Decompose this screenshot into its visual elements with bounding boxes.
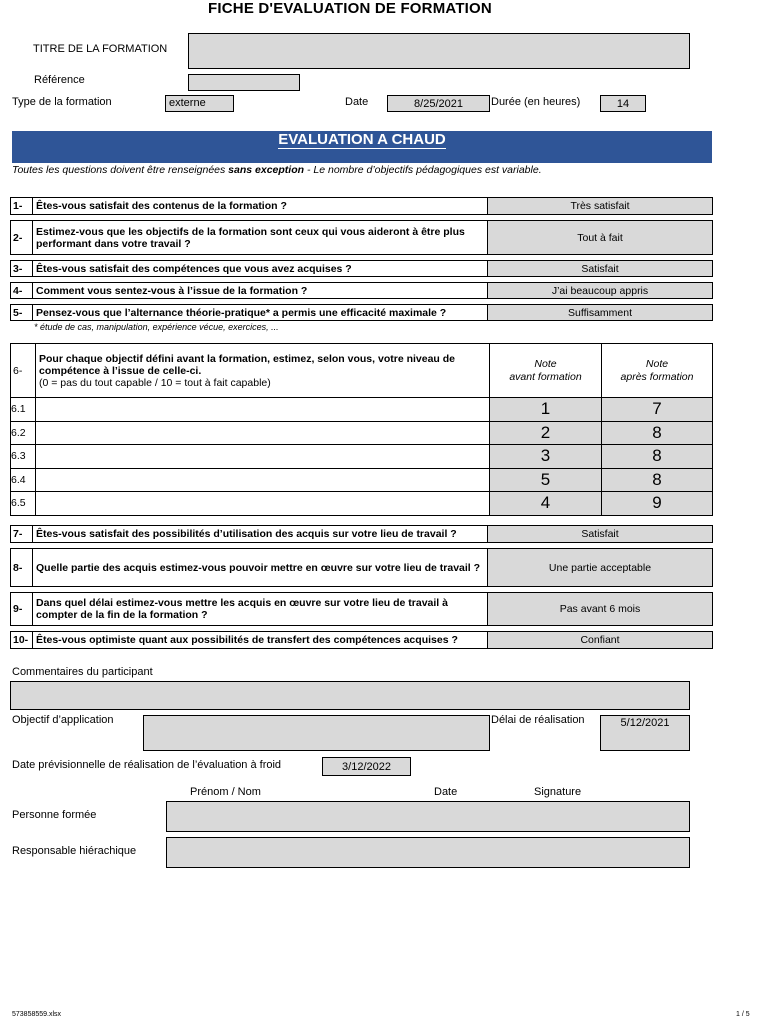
objective-row: [11, 492, 713, 516]
col-name-header: Prénom / Nom: [190, 786, 261, 798]
score-before[interactable]: 2: [490, 421, 602, 445]
titre-field[interactable]: [188, 33, 690, 69]
question-row: [10, 525, 713, 543]
objective-number: 6.1: [11, 398, 36, 422]
type-label: Type de la formation: [12, 96, 112, 108]
answer-select[interactable]: Une partie acceptable: [487, 549, 712, 586]
score-after[interactable]: 9: [602, 492, 713, 516]
answer-select[interactable]: Très satisfait: [487, 198, 712, 214]
col-date-header: Date: [434, 786, 458, 798]
objective-row: [11, 445, 713, 469]
answer-select[interactable]: J’ai beaucoup appris: [487, 283, 712, 298]
question-row: [10, 282, 713, 299]
intro-text: [12, 164, 542, 176]
score-before[interactable]: 4: [490, 492, 602, 516]
question-number: 7-: [11, 526, 33, 542]
col-signature-header: Signature: [534, 786, 582, 798]
intro-part-1: Toutes les questions doivent être renseignées: [12, 164, 229, 176]
answer-select[interactable]: Satisfait: [487, 526, 712, 542]
question-row: [10, 197, 713, 215]
intro-part-3: - Le nombre d’objectifs pédagogiques est variable.: [304, 164, 542, 176]
score-before[interactable]: 3: [490, 445, 602, 469]
objectives-table: [10, 343, 713, 516]
score-after[interactable]: 8: [602, 421, 713, 445]
objectif-label: Objectif d’application: [12, 714, 114, 726]
question-text: Êtes-vous satisfait des contenus de la formation ?: [36, 200, 287, 212]
comments-field[interactable]: [10, 681, 690, 710]
question-text: Estimez-vous que les objectifs de la formation sont ceux qui vous aideront à être plus performant dans votre travail ?: [36, 225, 465, 250]
page-title: FICHE D'EVALUATION DE FORMATION: [208, 0, 492, 17]
question-row: [10, 220, 713, 255]
duree-label: Durée (en heures): [491, 96, 581, 108]
question-number: 3-: [11, 261, 33, 276]
objective-number: 6.5: [11, 492, 36, 516]
question-row: [10, 592, 713, 626]
question-row: [10, 304, 713, 321]
personne-formee-label: Personne formée: [12, 809, 97, 821]
banner-text: EVALUATION A CHAUD: [278, 131, 446, 148]
objective-row: [11, 398, 713, 422]
eval-froid-field[interactable]: 3/12/2022: [322, 757, 411, 776]
answer-select[interactable]: Tout à fait: [487, 221, 712, 254]
objectives-question: [36, 344, 490, 398]
objective-text[interactable]: [36, 398, 490, 422]
objective-number: 6.4: [11, 468, 36, 492]
question-text: Dans quel délai estimez-vous mettre les acquis en œuvre sur votre lieu de travail à compter de la fin de la formation ?: [36, 597, 448, 621]
col-after-title: Note: [645, 357, 669, 370]
objective-text[interactable]: [36, 492, 490, 516]
objectives-text-bold: Pour chaque objectif défini avant la formation, estimez, selon vous, votre niveau de compétence à l’issue de celle-ci.: [39, 352, 456, 377]
question-number: 9-: [11, 593, 33, 625]
question-text: Comment vous sentez-vous à l’issue de la formation ?: [36, 284, 308, 297]
question-number: 8-: [11, 549, 33, 586]
objective-number: 6.3: [11, 445, 36, 469]
col-before-title: Note: [534, 357, 557, 370]
duree-field[interactable]: 14: [600, 95, 646, 112]
titre-label: TITRE DE LA FORMATION: [33, 43, 168, 55]
score-before[interactable]: 5: [490, 468, 602, 492]
objective-row: [11, 421, 713, 445]
col-after-subtitle: après formation: [620, 370, 694, 383]
question-text: Pensez-vous que l’alternance théorie-pratique* a permis une efficacité maximale ?: [36, 306, 447, 319]
responsable-field[interactable]: [166, 837, 690, 868]
question-row: [10, 548, 713, 587]
responsable-label: Responsable hiérachique: [12, 845, 137, 857]
section-banner: [12, 131, 712, 163]
question-number: 1-: [11, 198, 33, 214]
intro-part-2: sans exception: [228, 164, 305, 176]
answer-select[interactable]: Satisfait: [487, 261, 712, 276]
type-field[interactable]: externe: [165, 95, 234, 112]
question-number: 5-: [11, 305, 33, 320]
footer-page: 1 / 5: [736, 1011, 750, 1018]
objectives-text-scale: (0 = pas du tout capable / 10 = tout à fait capable): [39, 376, 271, 389]
question-row: [10, 260, 713, 277]
score-after[interactable]: 8: [602, 468, 713, 492]
reference-field[interactable]: [188, 74, 300, 91]
score-before[interactable]: 1: [490, 398, 602, 422]
score-after[interactable]: 8: [602, 445, 713, 469]
question-number: 10-: [11, 632, 33, 648]
col-before-subtitle: avant formation: [509, 370, 582, 383]
question-text: Quelle partie des acquis estimez-vous pouvoir mettre en œuvre sur votre lieu de travail ?: [36, 561, 481, 574]
answer-select[interactable]: Pas avant 6 mois: [487, 593, 712, 625]
delai-field[interactable]: 5/12/2021: [600, 715, 690, 751]
objective-number: 6.2: [11, 421, 36, 445]
question-row: [10, 631, 713, 649]
col-before-header: [490, 344, 602, 398]
question-number: 4-: [11, 283, 33, 298]
objective-text[interactable]: [36, 421, 490, 445]
question-text: Êtes-vous satisfait des compétences que vous avez acquises ?: [36, 262, 352, 275]
col-after-header: [602, 344, 713, 398]
delai-label: Délai de réalisation: [491, 714, 585, 726]
score-after[interactable]: 7: [602, 398, 713, 422]
question-number: 6-: [11, 344, 36, 398]
objectif-field[interactable]: [143, 715, 490, 751]
answer-select[interactable]: Suffisamment: [487, 305, 712, 320]
date-label: Date: [345, 96, 369, 108]
footer-filename: 573858559.xlsx: [12, 1011, 62, 1018]
objective-text[interactable]: [36, 445, 490, 469]
objective-text[interactable]: [36, 468, 490, 492]
comments-label: Commentaires du participant: [12, 666, 153, 678]
question-text: Êtes-vous satisfait des possibilités d’utilisation des acquis sur votre lieu de travail ?: [36, 528, 457, 540]
objectives-header-row: [11, 344, 713, 398]
question-text: Êtes-vous optimiste quant aux possibilités de transfert des compétences acquises ?: [36, 634, 458, 646]
date-field[interactable]: 8/25/2021: [387, 95, 490, 112]
question-number: 2-: [11, 221, 33, 254]
reference-label: Référence: [34, 74, 85, 86]
personne-formee-field[interactable]: [166, 801, 690, 832]
eval-froid-label: Date prévisionnelle de réalisation de l’évaluation à froid: [12, 759, 282, 771]
footnote: * étude de cas, manipulation, expérience vécue, exercices, ...: [34, 322, 279, 332]
answer-select[interactable]: Confiant: [487, 632, 712, 648]
objective-row: [11, 468, 713, 492]
